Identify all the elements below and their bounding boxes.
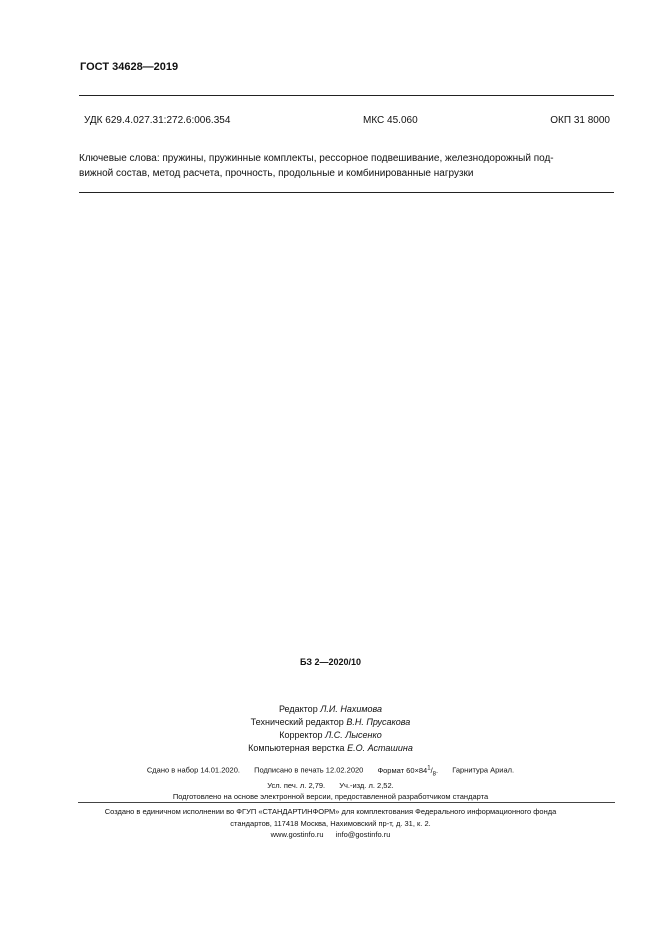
prepared-note: Подготовлено на основе электронной версии, предоставленной разработчиком стандарта [172,792,489,801]
bz-number: БЗ 2—2020/10 [299,657,362,667]
staff-name: Е.О. Асташина [347,743,413,753]
keywords-block [79,151,614,181]
staff-role: Корректор [279,730,323,740]
staff-list [0,703,661,755]
imprint-block [0,763,661,802]
staff-role: Редактор [278,704,318,714]
email-link[interactable]: info@gostinfo.ru [335,830,391,839]
staff-tech-editor [0,716,661,729]
standard-designation: ГОСТ 34628—2019 [80,61,179,73]
staff-proofreader [0,729,661,742]
classification-row [84,115,610,126]
keywords-line-1: Ключевые слова: пружины, пружинные комплекты, рессорное подвешивание, железнодорожный под- [79,153,554,164]
imprint-line-1 [0,763,661,780]
publisher-block [0,806,661,841]
print-sheets: Усл. печ. л. 2,79. [267,781,326,790]
staff-name: Л.С. Лысенко [325,730,382,740]
sign-date: Подписано в печать 12.02.2020 [254,765,364,775]
format: Формат $60\times 84^1/_8$. [377,765,439,777]
staff-name: В.Н. Прусакова [346,717,411,727]
staff-layout [0,742,661,755]
keywords-divider [79,192,614,193]
pub-sheets: Уч.-изд. л. 2,52. [339,781,394,790]
top-divider [79,95,614,96]
staff-role: Компьютерная верстка [248,743,345,753]
staff-editor [0,703,661,716]
okp-code: ОКП 31 8000 [550,115,610,126]
publisher-line-1: Создано в единичном исполнении во ФГУП «СТАНДАРТИНФОРМ» для комплектования Федерального информационного фонда [104,807,557,816]
keywords-line-2: вижной состав, метод расчета, прочность, продольные и комбинированные нагрузки [79,168,474,179]
staff-name: Л.И. Нахимова [320,704,383,714]
publisher-divider [78,802,615,803]
publisher-line-2: стандартов, 117418 Москва, Нахимовский пр-т, д. 31, к. 2. [230,818,431,828]
staff-role: Технический редактор [250,717,344,727]
publisher-contacts [0,829,661,841]
website-link[interactable]: www.gostinfo.ru [270,830,324,839]
typeface: Гарнитура Ариал. [452,765,515,775]
udk-code: УДК 629.4.027.31:272.6:006.354 [84,115,231,126]
mks-code: МКС 45.060 [363,115,418,126]
set-date: Сдано в набор 14.01.2020. [146,765,240,775]
imprint-line-2 [0,780,661,791]
